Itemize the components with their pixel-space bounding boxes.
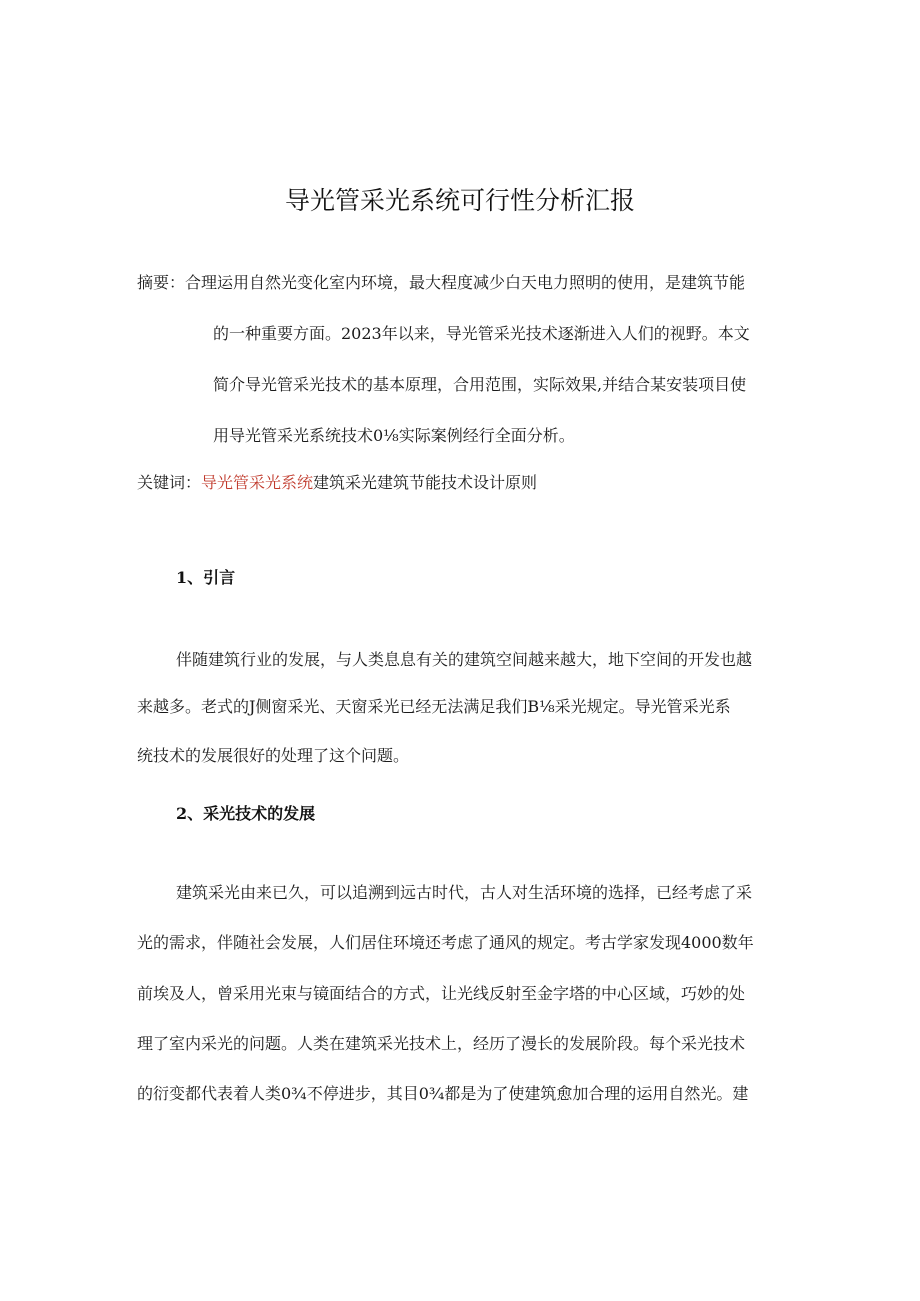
paragraph-line: 来越多。老式的J侧窗采光、天窗采光已经无法满足我们B⅛采光规定。导光管采光系 bbox=[137, 697, 731, 716]
abstract-line-2: 的一种重要方面。2023年以来，导光管采光技术逐渐进入人们的视野。本文 bbox=[213, 324, 750, 343]
keywords-rest: 建筑采光建筑节能技术设计原则 bbox=[313, 473, 538, 492]
keywords bbox=[137, 472, 537, 494]
abstract-line-4: 用导光管采光系统技术0⅛实际案例经行全面分析。 bbox=[213, 426, 575, 445]
abstract-line-3: 简介导光管采光技术的基本原理，合用范围，实际效果,并结合某安装项目使 bbox=[213, 375, 747, 394]
section-heading: 1、引言 bbox=[176, 568, 236, 587]
paragraph-line: 伴随建筑行业的发展，与人类息息有关的建筑空间越来越大，地下空间的开发也越 bbox=[176, 650, 753, 669]
keywords-label: 关键词： bbox=[137, 473, 202, 492]
paragraph-line: 光的需求，伴随社会发展，人们居住环境还考虑了通风的规定。考古学家发现4000数年 bbox=[137, 933, 754, 952]
paragraph-line: 理了室内采光的问题。人类在建筑采光技术上，经历了漫长的发展阶段。每个采光技术 bbox=[137, 1034, 746, 1053]
abstract-label: 摘要： bbox=[137, 273, 186, 292]
paragraph-line: 建筑采光由来已久，可以追溯到远古时代，古人对生活环境的选择，已经考虑了采 bbox=[176, 883, 753, 902]
abstract-line-1 bbox=[137, 272, 745, 294]
paragraph-line: 的衍变都代表着人类0¾不停进步，其目0¾都是为了使建筑愈加合理的运用自然光。建 bbox=[137, 1084, 749, 1103]
section-heading: 2、采光技术的发展 bbox=[176, 804, 316, 823]
keywords-highlight: 导光管采光系统 bbox=[201, 473, 314, 492]
document-title: 导光管采光系统可行性分析汇报 bbox=[284, 186, 635, 215]
paragraph-line: 统技术的发展很好的处理了这个问题。 bbox=[137, 746, 410, 765]
paragraph-line: 前埃及人，曾采用光束与镜面结合的方式，让光线反射至金字塔的中心区域，巧妙的处 bbox=[137, 984, 746, 1003]
abstract-text: 合理运用自然光变化室内环境，最大程度减少白天电力照明的使用，是建筑节能 bbox=[185, 273, 746, 292]
